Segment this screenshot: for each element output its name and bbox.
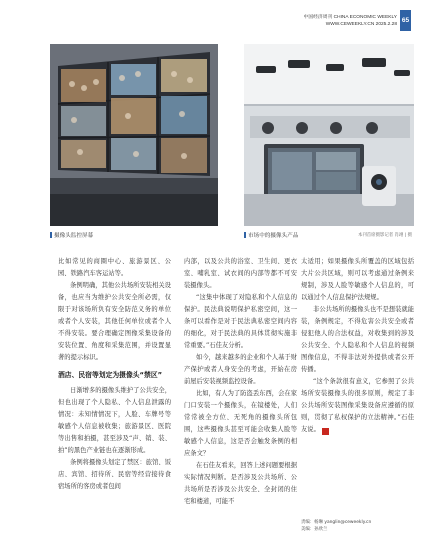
section-subheading: 酒店、民宿等划定为摄像头“禁区” [58, 371, 163, 379]
paragraph: 非公共场所的摄像头也不是想装就能装，条例规定，不得危害公共安全或者侵犯他人的合法权益，对收集到的涉及公共安全、个人隐私和个人信息的视频图像信息，不得非法对外提供或者公开传播。 [301, 306, 414, 373]
article-column-2 [184, 256, 297, 508]
masthead-title: 中国经济周刊 CHINA ECONOMIC WEEKLY [303, 15, 397, 20]
masthead-url-date: WWW.CEWEEKLY.CN 2025.2.28 [325, 22, 397, 27]
camera-products-illustration [244, 44, 414, 226]
article-column-3 [301, 256, 414, 436]
paragraph: 条例将摄像头划定了禁区：旅馆、饭店、宾馆、招待所、民宿等经营接待食宿场所的客房或者包间 [58, 459, 171, 490]
paragraph: 日渐增多的摄像头维护了公共安全，但也出现了个人隐私、个人信息泄露的情况：未知情情况下，人脸、车牌号等敏感个人信息被收集；旅游景区、医院等出售和拍摄，甚至涉及“声、销、装、拍”的黑色产业链也在逐渐形成。 [58, 387, 171, 454]
caption-left-text: 摄像头监控屏幕 [54, 233, 94, 239]
paragraph-final-text: “这个条款很有意义，它参照了公共场所安装摄像头的很多原则，规定了非公共场所安装图像采集设备应遵循的原则，贯彻了私权保护的立法精神。”石佳友说。 [301, 378, 414, 433]
paragraph: 内部，以及公共的浴室、卫生间、更衣室、哺乳室、试衣间的内部等都不可安装摄像头。 [184, 258, 297, 289]
paragraph: 在石佳友看来，回答上述问题要根据实际情况判断。是否涉及公共场所、公共场所是否涉及公共安全、全封闭的住宅和楼道，可能不 [184, 462, 297, 505]
caption-left-marker [50, 232, 52, 238]
paragraph: 比如常见的商圈中心、旅游景区、公园、铁路汽车客运站等。 [58, 258, 171, 277]
editor-credits [301, 519, 371, 533]
end-mark-icon: 中 [322, 428, 329, 435]
paragraph: “这集中体现了对隐私和个人信息的保护。民法典说明保护私密空间，这一条可以看作是对于民法典私密空间内容的细化，对于民法典的具体贯彻实施非常重要。”石佳友分析。 [184, 294, 297, 349]
paragraph: 如今，越来越多的企业和个人基于财产保护或者人身安全的考虑，开始在房前屋后安装视频监控设备。 [184, 354, 297, 385]
page-number: 65 [400, 10, 411, 31]
paragraph: 比如，有人为了防盗丢东西，会在家门口安装一个摄像头，在镜楼处，人们常常被全方位、无死角的摄像头所包围，这些摄像头甚至可能会收集人脸等敏感个人信息，这是否会触发条例的相应条文？ [184, 390, 297, 457]
caption-right [244, 232, 298, 240]
caption-right-text: 市场中的摄像头产品 [248, 233, 299, 239]
masthead [304, 14, 397, 28]
editor-line: 责编：杨琳 yanglin@ceweekly.cn [301, 520, 372, 525]
paragraph: 条例明确，其他公共场所安装相关设备，也应当为维护公共安全所必需，仅限于对该场所负有安全防范义务的单位或者个人安装，其他任何单位或者个人不得安装。要合理确定图像采集设备的安装位置、角度和采集范围，并设置显著的提示标识。 [58, 282, 171, 361]
paragraph: 太适用；如果摄像头所覆盖的区域包括大片公共区域，则可以考虑通过条例来规制，涉及人脸等敏感个人信息的，可以通过个人信息保护法规规。 [301, 258, 414, 301]
photo-credit: 本刊首席摄影记者 肖翊 | 摄 [358, 233, 412, 238]
camera-products-photo [244, 44, 414, 226]
designer-line: 美编：孙欣兰 [301, 527, 328, 532]
caption-right-marker [244, 232, 246, 238]
surveillance-screens-photo [50, 44, 218, 226]
caption-left [50, 232, 93, 240]
article-column-1 [58, 256, 171, 493]
paragraph-final [301, 376, 414, 436]
surveillance-screens-illustration [50, 44, 218, 226]
